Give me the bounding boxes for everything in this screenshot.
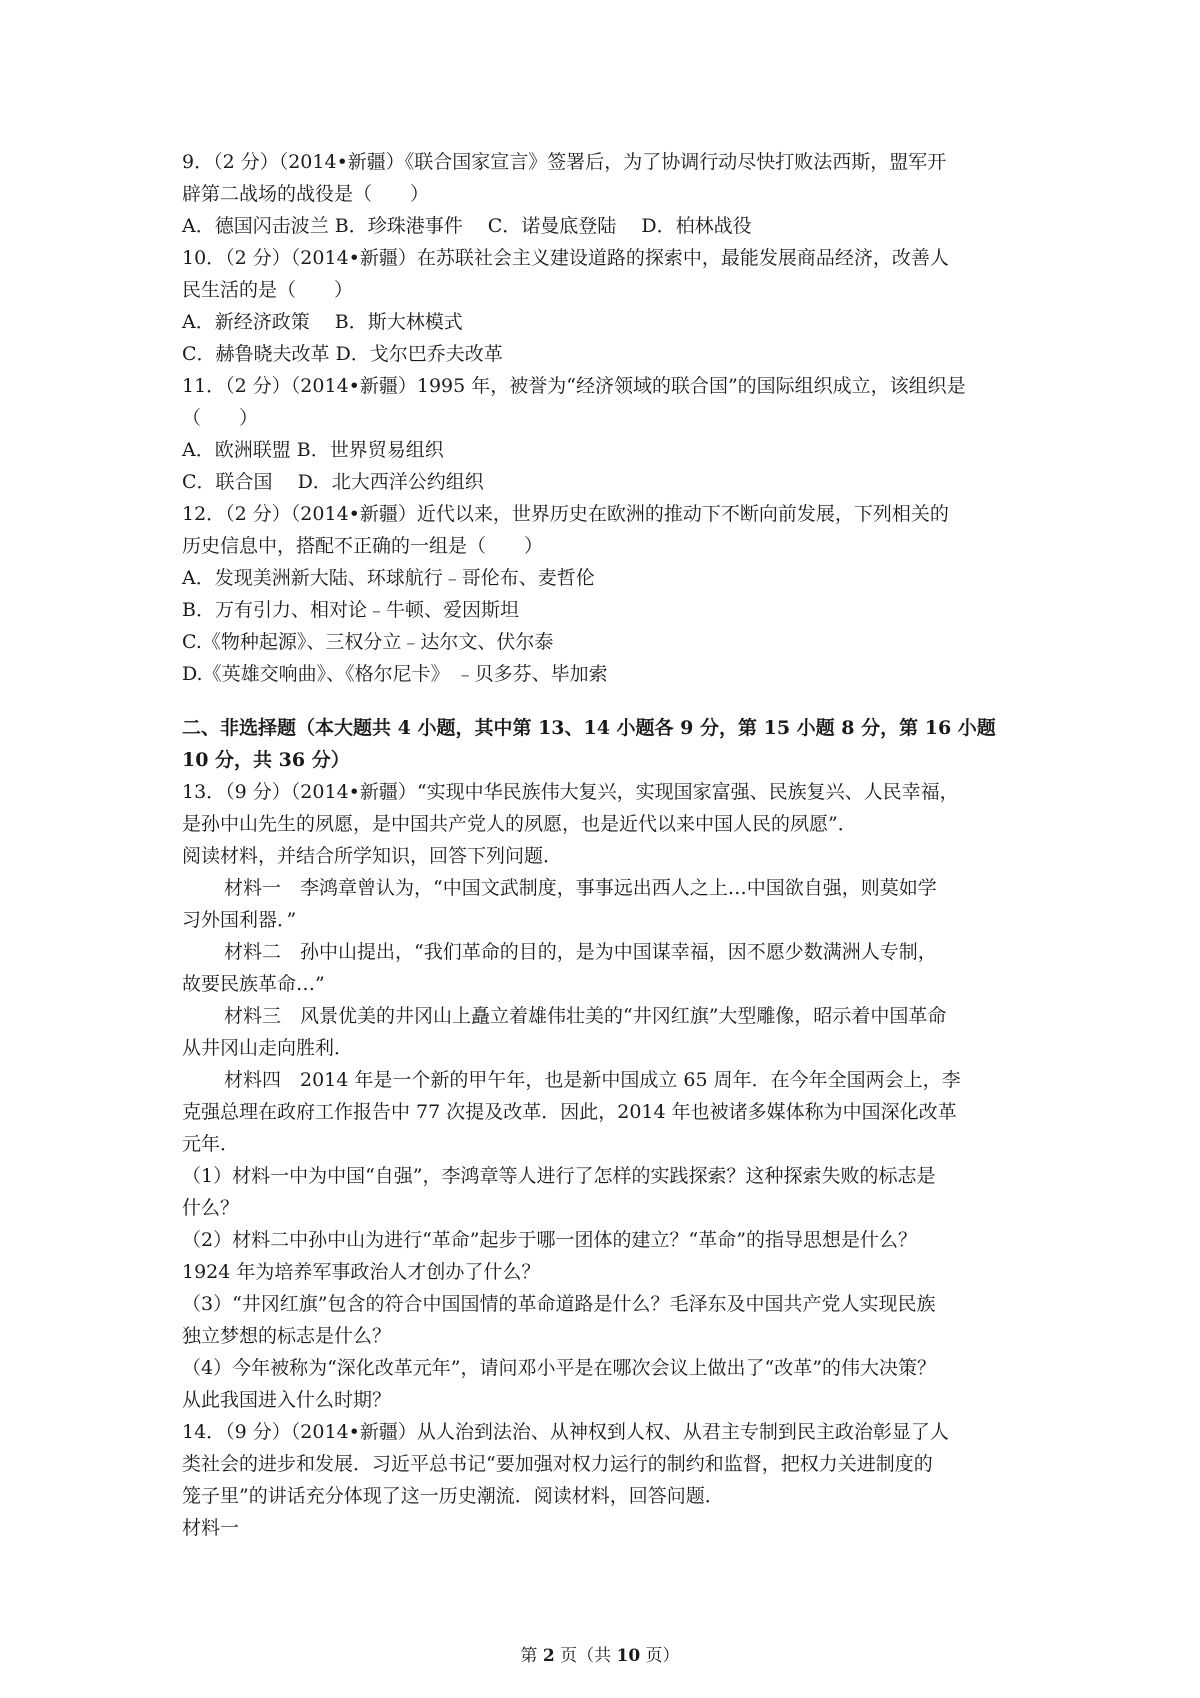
question-10 [182, 242, 1034, 370]
sub-question-2 [182, 1224, 1034, 1288]
option-c: C.《物种起源》、三权分立﹣达尔文、伏尔泰 [182, 631, 554, 653]
question-9 [182, 146, 1034, 242]
question-11 [182, 370, 1034, 498]
sub-question-line: （1）材料一中为中国“自强”，李鸿章等人进行了怎样的实践探索？这种探索失败的标志是 [182, 1165, 936, 1187]
material-line: 克强总理在政府工作报告中 77 次提及改革．因此，2014 年也被诸多媒体称为中国深化改革 [182, 1101, 957, 1123]
options-line: A．德国闪击波兰 B．珍珠港事件 C．诺曼底登陆 D．柏林战役 [182, 215, 752, 237]
question-13 [182, 776, 1034, 1416]
options-line: A．新经济政策 B．斯大林模式 [182, 311, 463, 333]
question-stem-line: 类社会的进步和发展．习近平总书记“要加强对权力运行的制约和监督，把权力关进制度的 [182, 1453, 933, 1475]
section-heading [182, 712, 1034, 776]
sub-question-line: 独立梦想的标志是什么？ [182, 1325, 392, 1347]
question-stem-line: 14．（9 分）（2014•新疆）从人治到法治、从神权到人权、从君主专制到民主政治彰显了人 [182, 1421, 949, 1443]
material-line: 故要民族革命…” [182, 973, 325, 995]
question-stem-line: 10．（2 分）（2014•新疆）在苏联社会主义建设道路的探索中，最能发展商品经济，改善人 [182, 247, 949, 269]
option-b: B．万有引力、相对论﹣牛顿、爱因斯坦 [182, 599, 519, 621]
option-a: A．发现美洲新大陆、环球航行﹣哥伦布、麦哲伦 [182, 567, 595, 589]
material-1 [182, 872, 1034, 936]
material-line: 元年． [182, 1133, 240, 1155]
question-stem-line: 阅读材料，并结合所学知识，回答下列问题． [182, 845, 563, 867]
footer-middle: 页（共 [554, 1646, 617, 1666]
material-3 [182, 1000, 1034, 1064]
options-line: A．欧洲联盟 B．世界贸易组织 [182, 439, 444, 461]
material-label: 材料一 [182, 1517, 240, 1539]
current-page-number: 2 [542, 1646, 555, 1666]
question-stem-line: 9．（2 分）（2014•新疆）《联合国家宣言》签署后，为了协调行动尽快打败法西斯，盟军开 [182, 151, 947, 173]
footer-suffix: 页） [640, 1646, 680, 1666]
footer-prefix: 第 [520, 1646, 543, 1666]
page-footer [0, 1644, 1200, 1668]
sub-question-line: （2）材料二中孙中山为进行“革命”起步于哪一团体的建立？“革命”的指导思想是什么？ [182, 1229, 917, 1251]
question-stem-line: 是孙中山先生的夙愿，是中国共产党人的夙愿，也是近代以来中国人民的夙愿”． [182, 813, 857, 835]
sub-question-line: 什么？ [182, 1197, 240, 1219]
sub-question-line: （3）“井冈红旗”包含的符合中国国情的革命道路是什么？毛泽东及中国共产党人实现民族 [182, 1293, 936, 1315]
question-14 [182, 1416, 1034, 1544]
material-2 [182, 936, 1034, 1000]
material-line: 材料一 李鸿章曾认为，“中国文武制度，事事远出西人之上…中国欲自强，则莫如学 [224, 877, 937, 899]
sub-question-line: （4）今年被称为“深化改革元年”，请问邓小平是在哪次会议上做出了“改革”的伟大决策？ [182, 1357, 936, 1379]
sub-question-3 [182, 1288, 1034, 1352]
question-stem-line: 历史信息中，搭配不正确的一组是（ ） [182, 535, 544, 557]
material-line: 材料三 风景优美的井冈山上矗立着雄伟壮美的“井冈红旗”大型雕像，昭示着中国革命 [224, 1005, 947, 1027]
material-line: 材料二 孙中山提出，“我们革命的目的，是为中国谋幸福，因不愿少数满洲人专制， [224, 941, 937, 963]
options-line: C．赫鲁晓夫改革 D．戈尔巴乔夫改革 [182, 343, 503, 365]
material-line: 材料四 2014 年是一个新的甲午年，也是新中国成立 65 周年．在今年全国两会上，李 [224, 1069, 961, 1091]
sub-question-line: 从此我国进入什么时期？ [182, 1389, 392, 1411]
question-stem-line: 13．（9 分）（2014•新疆）“实现中华民族伟大复兴，实现国家富强、民族复兴、人民幸福， [182, 781, 959, 803]
question-stem-line: 11．（2 分）（2014•新疆）1995 年，被誉为“经济领域的联合国”的国际组织成立，该组织是 [182, 375, 966, 397]
question-12 [182, 498, 1034, 690]
material-line: 习外国利器．” [182, 909, 297, 931]
question-stem-line: 12．（2 分）（2014•新疆）近代以来，世界历史在欧洲的推动下不断向前发展，下列相关的 [182, 503, 949, 525]
section-heading-line: 二、非选择题（本大题共 4 小题，其中第 13、14 小题各 9 分，第 15 小题 8 分，第 16 小题 [182, 717, 996, 739]
sub-question-1 [182, 1160, 1034, 1224]
question-stem-line: （ ） [182, 407, 259, 429]
material-4 [182, 1064, 1034, 1160]
total-pages-number: 10 [616, 1646, 641, 1666]
question-stem-line: 辟第二战场的战役是（ ） [182, 183, 430, 205]
options-line: C．联合国 D．北大西洋公约组织 [182, 471, 484, 493]
page-content [182, 146, 1034, 1544]
sub-question-line: 1924 年为培养军事政治人才创办了什么？ [182, 1261, 541, 1283]
question-stem-line: 民生活的是（ ） [182, 279, 354, 301]
section-gap [182, 690, 1034, 712]
material-line: 从井冈山走向胜利． [182, 1037, 354, 1059]
question-stem-line: 笼子里”的讲话充分体现了这一历史潮流．阅读材料，回答问题． [182, 1485, 724, 1507]
section-heading-line: 10 分，共 36 分） [182, 749, 350, 771]
option-d: D.《英雄交响曲》、《格尔尼卡》 ﹣贝多芬、毕加索 [182, 663, 608, 685]
sub-question-4 [182, 1352, 1034, 1416]
